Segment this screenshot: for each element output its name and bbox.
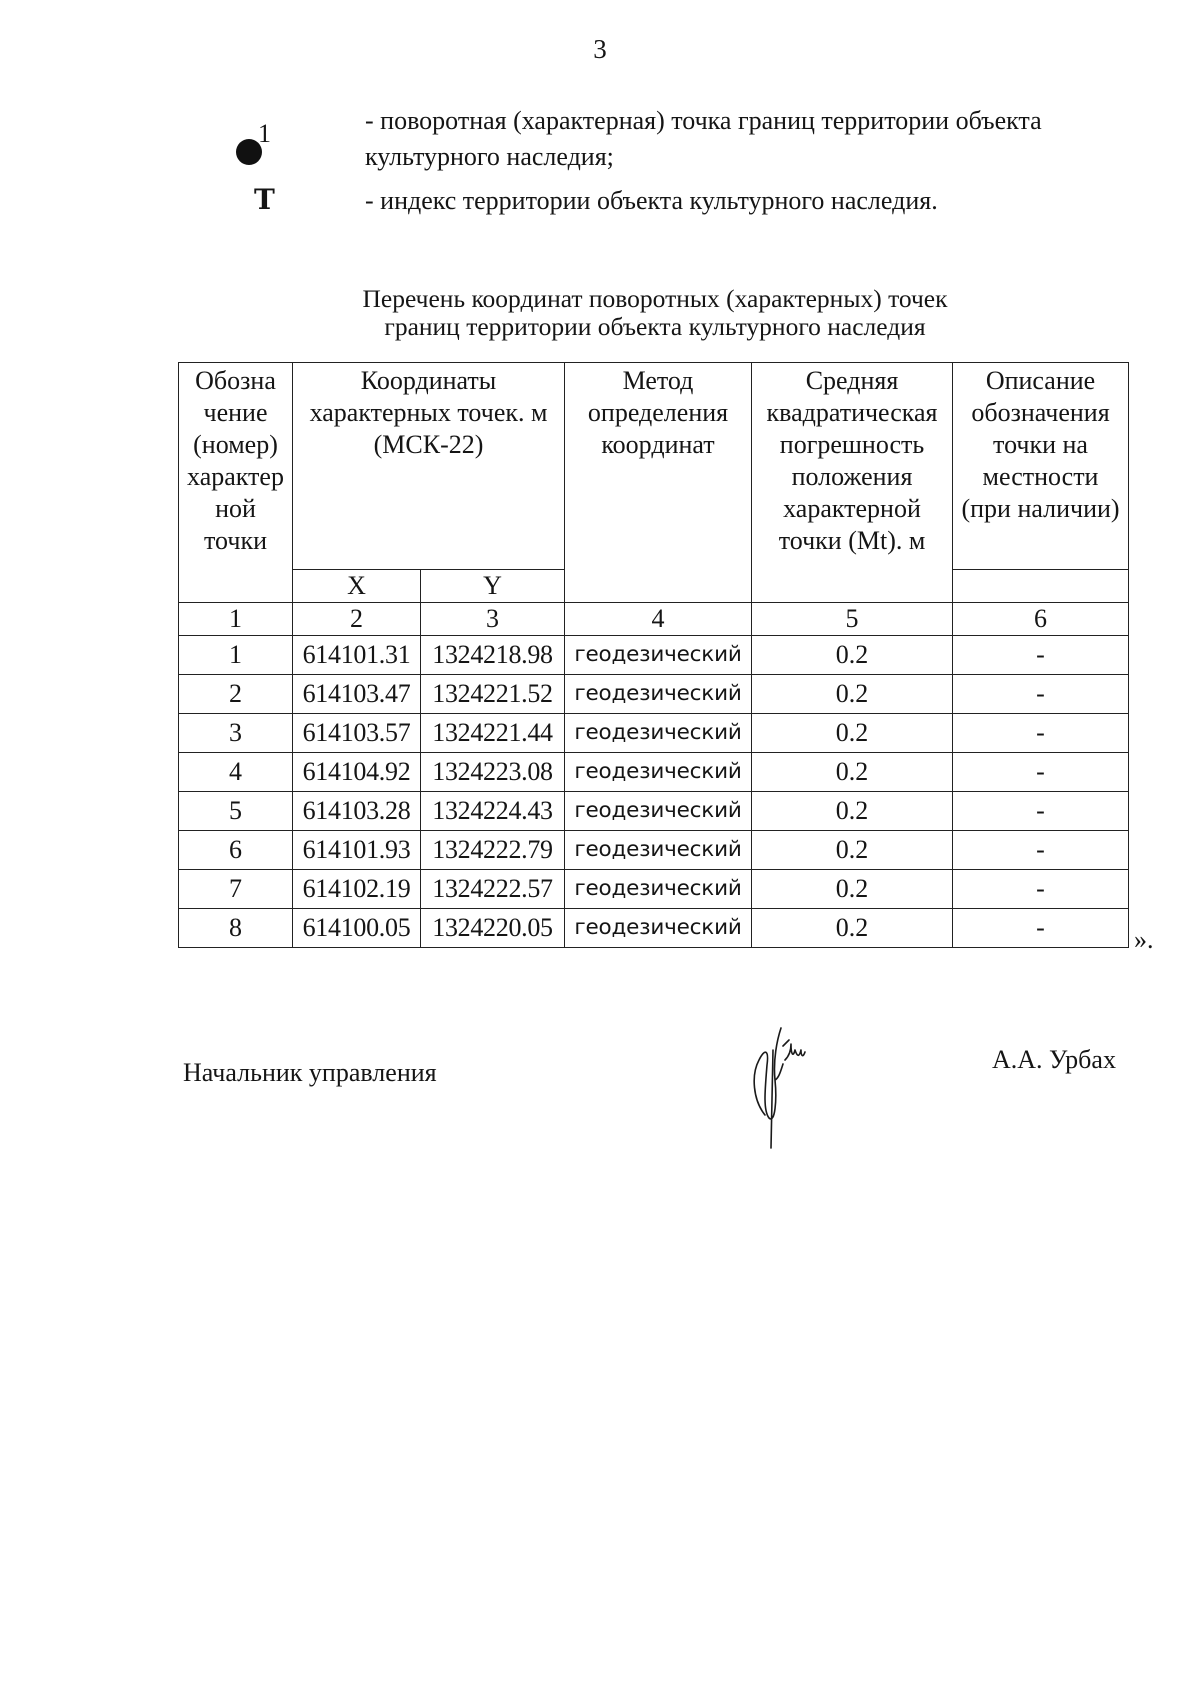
error-cell: 0.2 (752, 831, 953, 870)
table-row (179, 831, 1129, 870)
legend-symbol (232, 183, 292, 227)
y-coordinate: 1324218.98 (421, 636, 565, 675)
table-row (179, 753, 1129, 792)
error-cell: 0.2 (752, 675, 953, 714)
column-number: 2 (293, 603, 421, 636)
y-coordinate: 1324221.52 (421, 675, 565, 714)
point-number: 5 (179, 792, 293, 831)
method-cell: геодезический (565, 753, 752, 792)
header-description: Описание обозначения точки на местности (при наличии) (953, 363, 1129, 570)
y-coordinate: 1324224.43 (421, 792, 565, 831)
point-number: 3 (179, 714, 293, 753)
page-number: 3 (593, 34, 607, 64)
description-cell: - (953, 909, 1129, 948)
closing-quote: ». (1134, 925, 1154, 954)
description-cell: - (953, 870, 1129, 909)
header-error: Средняя квадратическая погрешность положения характерной точки (Mt). м (752, 363, 953, 603)
method-cell: геодезический (565, 675, 752, 714)
column-number: 1 (179, 603, 293, 636)
method-cell: геодезический (565, 636, 752, 675)
column-number: 6 (953, 603, 1129, 636)
point-number: 8 (179, 909, 293, 948)
x-coordinate: 614103.57 (293, 714, 421, 753)
table-row (179, 792, 1129, 831)
method-cell: геодезический (565, 909, 752, 948)
point-number: 4 (179, 753, 293, 792)
method-cell: геодезический (565, 792, 752, 831)
legend-description: - поворотная (характерная) точка границ территории объекта культурного наследия; (365, 106, 1042, 171)
description-cell: - (953, 753, 1129, 792)
legend-description: - индекс территории объекта культурного наследия. (365, 186, 938, 215)
y-coordinate: 1324220.05 (421, 909, 565, 948)
legend-symbol (232, 119, 292, 169)
error-cell: 0.2 (752, 870, 953, 909)
signatory-name: А.А. Урбах (992, 1045, 1116, 1074)
table-row (179, 636, 1129, 675)
x-coordinate: 614101.31 (293, 636, 421, 675)
column-number: 3 (421, 603, 565, 636)
coordinates-table (178, 362, 1129, 948)
header-method: Метод определения координат (565, 363, 752, 603)
header-x: X (293, 570, 421, 603)
point-number: 2 (179, 675, 293, 714)
point-number: 6 (179, 831, 293, 870)
column-number: 5 (752, 603, 953, 636)
x-coordinate: 614101.93 (293, 831, 421, 870)
header-coordinates: Координаты характерных точек. м (МСК-22) (293, 363, 565, 570)
signatory-position: Начальник управления (183, 1058, 437, 1087)
x-coordinate: 614100.05 (293, 909, 421, 948)
method-cell: геодезический (565, 714, 752, 753)
description-cell: - (953, 831, 1129, 870)
table-title-line-1: Перечень координат поворотных (характерных) точек (362, 284, 948, 313)
signature-icon (735, 1020, 825, 1150)
y-coordinate: 1324222.79 (421, 831, 565, 870)
x-coordinate: 614103.28 (293, 792, 421, 831)
description-cell: - (953, 714, 1129, 753)
description-cell: - (953, 792, 1129, 831)
table-row (179, 870, 1129, 909)
error-cell: 0.2 (752, 714, 953, 753)
x-coordinate: 614103.47 (293, 675, 421, 714)
error-cell: 0.2 (752, 792, 953, 831)
point-number: 7 (179, 870, 293, 909)
header-description-empty (953, 570, 1129, 603)
header-designation: Обозна чение (номер) характер ной точки (179, 363, 293, 603)
table-row (179, 909, 1129, 948)
description-cell: - (953, 636, 1129, 675)
error-cell: 0.2 (752, 909, 953, 948)
point-number: 1 (179, 636, 293, 675)
table-row (179, 675, 1129, 714)
header-y: Y (421, 570, 565, 603)
legend-symbol-label: 1 (258, 119, 271, 148)
table-row (179, 714, 1129, 753)
method-cell: геодезический (565, 831, 752, 870)
method-cell: геодезический (565, 870, 752, 909)
y-coordinate: 1324222.57 (421, 870, 565, 909)
description-cell: - (953, 675, 1129, 714)
error-cell: 0.2 (752, 636, 953, 675)
x-coordinate: 614102.19 (293, 870, 421, 909)
table-title-line-2: границ территории объекта культурного наследия (384, 312, 926, 341)
table-title (180, 285, 1130, 341)
y-coordinate: 1324223.08 (421, 753, 565, 792)
column-number: 4 (565, 603, 752, 636)
column-number-row (179, 603, 1129, 636)
x-coordinate: 614104.92 (293, 753, 421, 792)
y-coordinate: 1324221.44 (421, 714, 565, 753)
error-cell: 0.2 (752, 753, 953, 792)
territory-index-letter: Т (254, 183, 275, 216)
